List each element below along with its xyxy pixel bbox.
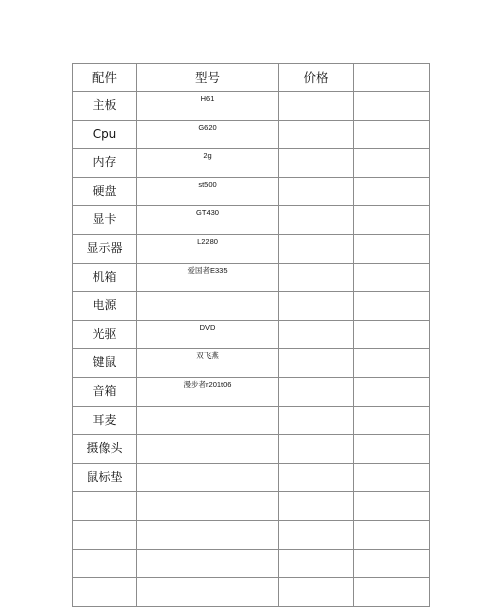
part-cell: 光驱: [73, 320, 137, 349]
table-row: [73, 292, 430, 321]
part-cell: 耳麦: [73, 406, 137, 435]
extra-cell: [354, 492, 430, 521]
model-cell: GT430: [137, 206, 279, 235]
part-cell: 内存: [73, 149, 137, 178]
price-cell: [279, 320, 354, 349]
price-cell: [279, 92, 354, 121]
extra-cell: [354, 206, 430, 235]
extra-cell: [354, 377, 430, 406]
table-row: [73, 492, 430, 521]
price-cell: [279, 549, 354, 578]
model-cell: DVD: [137, 320, 279, 349]
model-cell: st500: [137, 177, 279, 206]
price-cell: [279, 206, 354, 235]
price-cell: [279, 578, 354, 607]
extra-cell: [354, 120, 430, 149]
extra-cell: [354, 406, 430, 435]
table-row: [73, 549, 430, 578]
table-row: [73, 120, 430, 149]
price-cell: [279, 377, 354, 406]
model-cell: [137, 578, 279, 607]
price-cell: [279, 177, 354, 206]
extra-cell: [354, 578, 430, 607]
price-cell: [279, 349, 354, 378]
part-cell: 电源: [73, 292, 137, 321]
model-cell: 爱国者E335: [137, 263, 279, 292]
table-row: [73, 206, 430, 235]
price-cell: [279, 234, 354, 263]
model-cell: G620: [137, 120, 279, 149]
parts-price-table: [72, 63, 430, 607]
price-cell: [279, 520, 354, 549]
header-price: 价格: [279, 64, 354, 92]
extra-cell: [354, 234, 430, 263]
part-cell: 机箱: [73, 263, 137, 292]
table-row: [73, 92, 430, 121]
model-cell: H61: [137, 92, 279, 121]
price-cell: [279, 463, 354, 492]
extra-cell: [354, 435, 430, 464]
price-cell: [279, 435, 354, 464]
table-row: [73, 406, 430, 435]
part-cell: [73, 578, 137, 607]
table-row: [73, 463, 430, 492]
part-cell: 鼠标垫: [73, 463, 137, 492]
part-cell: 音箱: [73, 377, 137, 406]
extra-cell: [354, 463, 430, 492]
extra-cell: [354, 177, 430, 206]
model-cell: [137, 292, 279, 321]
table-row: [73, 263, 430, 292]
model-cell: [137, 435, 279, 464]
price-cell: [279, 406, 354, 435]
part-cell: 显卡: [73, 206, 137, 235]
table-row: [73, 177, 430, 206]
price-cell: [279, 492, 354, 521]
part-cell: 键鼠: [73, 349, 137, 378]
extra-cell: [354, 349, 430, 378]
model-cell: L2280: [137, 234, 279, 263]
model-cell: 双飞燕: [137, 349, 279, 378]
model-cell: [137, 549, 279, 578]
header-model: 型号: [137, 64, 279, 92]
part-cell: Cpu: [73, 120, 137, 149]
model-cell: [137, 492, 279, 521]
table-row: [73, 234, 430, 263]
extra-cell: [354, 92, 430, 121]
price-cell: [279, 263, 354, 292]
price-cell: [279, 149, 354, 178]
part-cell: 显示器: [73, 234, 137, 263]
table-row: [73, 149, 430, 178]
extra-cell: [354, 292, 430, 321]
part-cell: [73, 492, 137, 521]
model-cell: 2g: [137, 149, 279, 178]
part-cell: [73, 520, 137, 549]
table-row: [73, 377, 430, 406]
part-cell: 摄像头: [73, 435, 137, 464]
price-cell: [279, 120, 354, 149]
extra-cell: [354, 320, 430, 349]
model-cell: 漫步者r201t06: [137, 377, 279, 406]
part-cell: 硬盘: [73, 177, 137, 206]
part-cell: [73, 549, 137, 578]
header-extra: [354, 64, 430, 92]
table-row: [73, 320, 430, 349]
model-cell: [137, 463, 279, 492]
extra-cell: [354, 149, 430, 178]
part-cell: 主板: [73, 92, 137, 121]
table-row: [73, 435, 430, 464]
extra-cell: [354, 520, 430, 549]
extra-cell: [354, 263, 430, 292]
header-part: 配件: [73, 64, 137, 92]
table-body: [73, 64, 430, 607]
table-row: [73, 520, 430, 549]
table-row: [73, 349, 430, 378]
model-cell: [137, 520, 279, 549]
price-cell: [279, 292, 354, 321]
extra-cell: [354, 549, 430, 578]
table-row: [73, 578, 430, 607]
table-header-row: [73, 64, 430, 92]
model-cell: [137, 406, 279, 435]
